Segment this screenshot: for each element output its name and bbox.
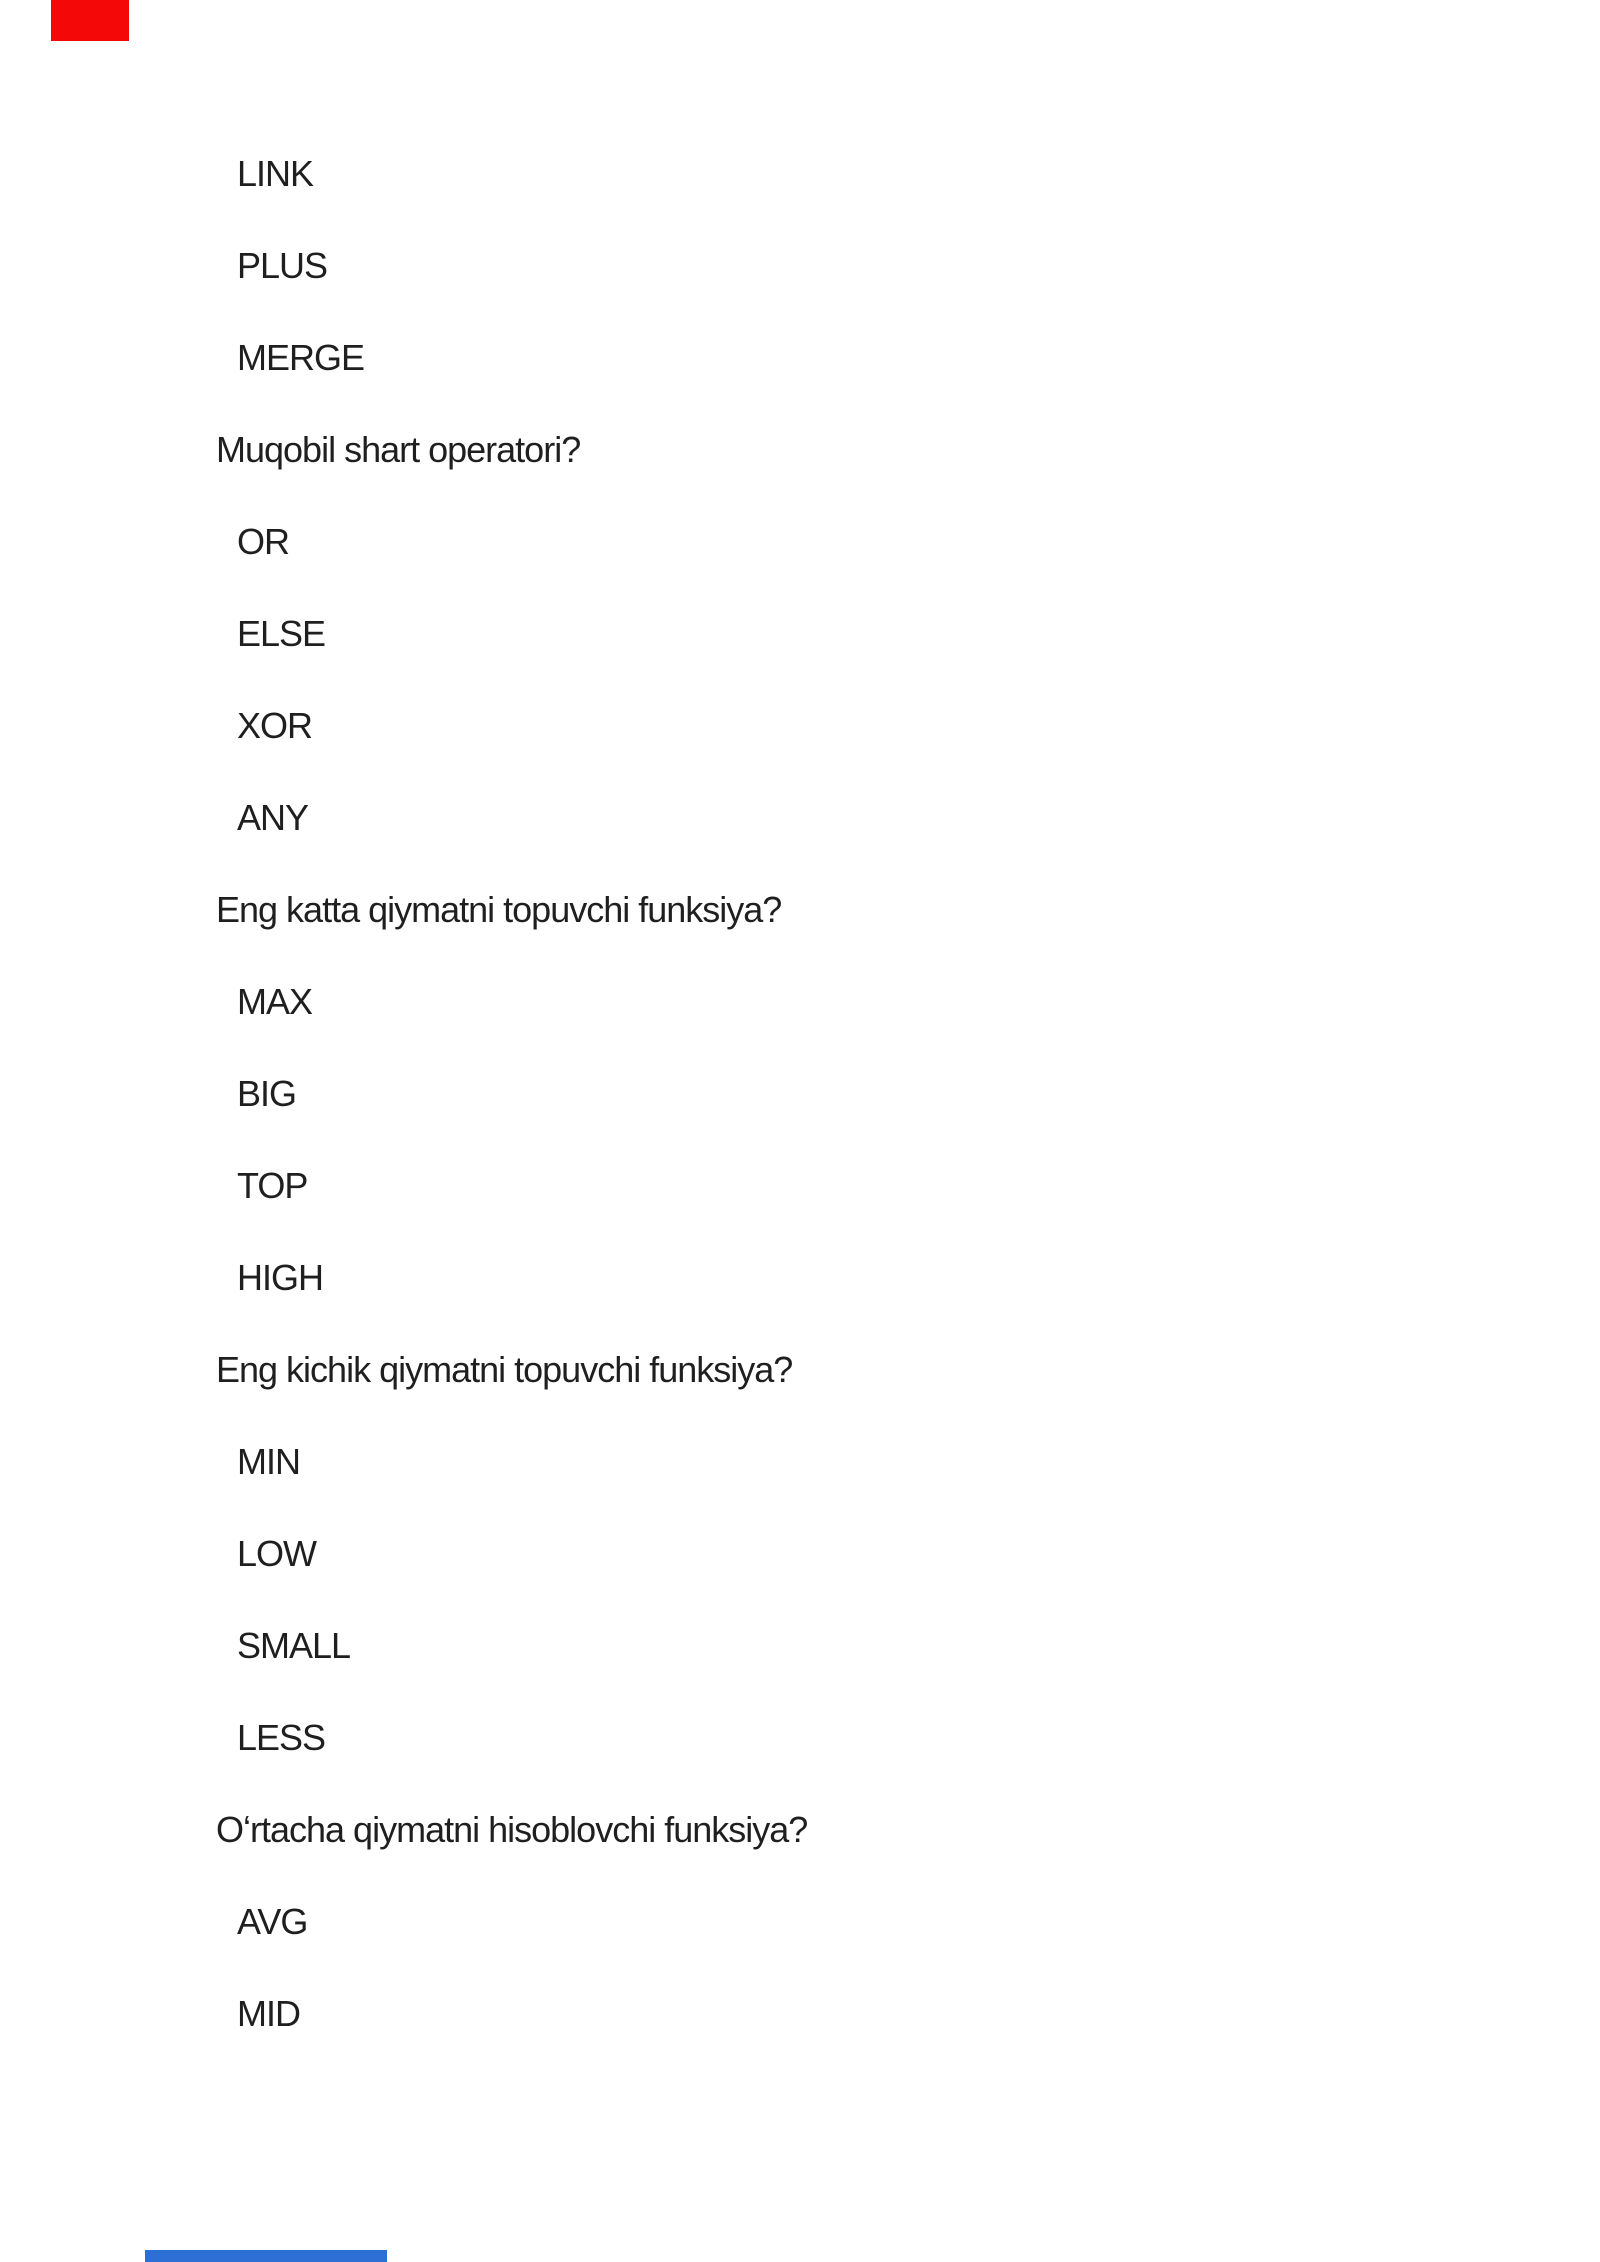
answer-option: LINK xyxy=(237,153,314,194)
answer-option: HIGH xyxy=(237,1257,323,1298)
question-text: Eng katta qiymatni topuvchi funksiya? xyxy=(216,889,782,930)
question-text: Eng kichik qiymatni topuvchi funksiya? xyxy=(216,1349,793,1390)
answer-option: AVG xyxy=(237,1901,308,1942)
question-text: Muqobil shart operatori? xyxy=(216,429,581,470)
answer-option: XOR xyxy=(237,705,313,746)
answer-option: LOW xyxy=(237,1533,317,1574)
answer-option: ANY xyxy=(237,797,309,838)
answer-option: SMALL xyxy=(237,1625,351,1666)
question-text: Oʻrtacha qiymatni hisoblovchi funksiya? xyxy=(216,1809,808,1850)
answer-option: ELSE xyxy=(237,613,326,654)
answer-option: PLUS xyxy=(237,245,328,286)
answer-option: MID xyxy=(237,1993,300,2034)
bottom-blue-highlight-bar xyxy=(145,2250,387,2262)
quiz-text-block xyxy=(0,128,1600,2060)
answer-option: BIG xyxy=(237,1073,297,1114)
answer-option: TOP xyxy=(237,1165,308,1206)
answer-option: LESS xyxy=(237,1717,326,1758)
answer-option: OR xyxy=(237,521,289,562)
answer-option: MAX xyxy=(237,981,313,1022)
top-red-highlight-bar xyxy=(51,0,129,41)
answer-option: MERGE xyxy=(237,337,365,378)
answer-option: MIN xyxy=(237,1441,300,1482)
